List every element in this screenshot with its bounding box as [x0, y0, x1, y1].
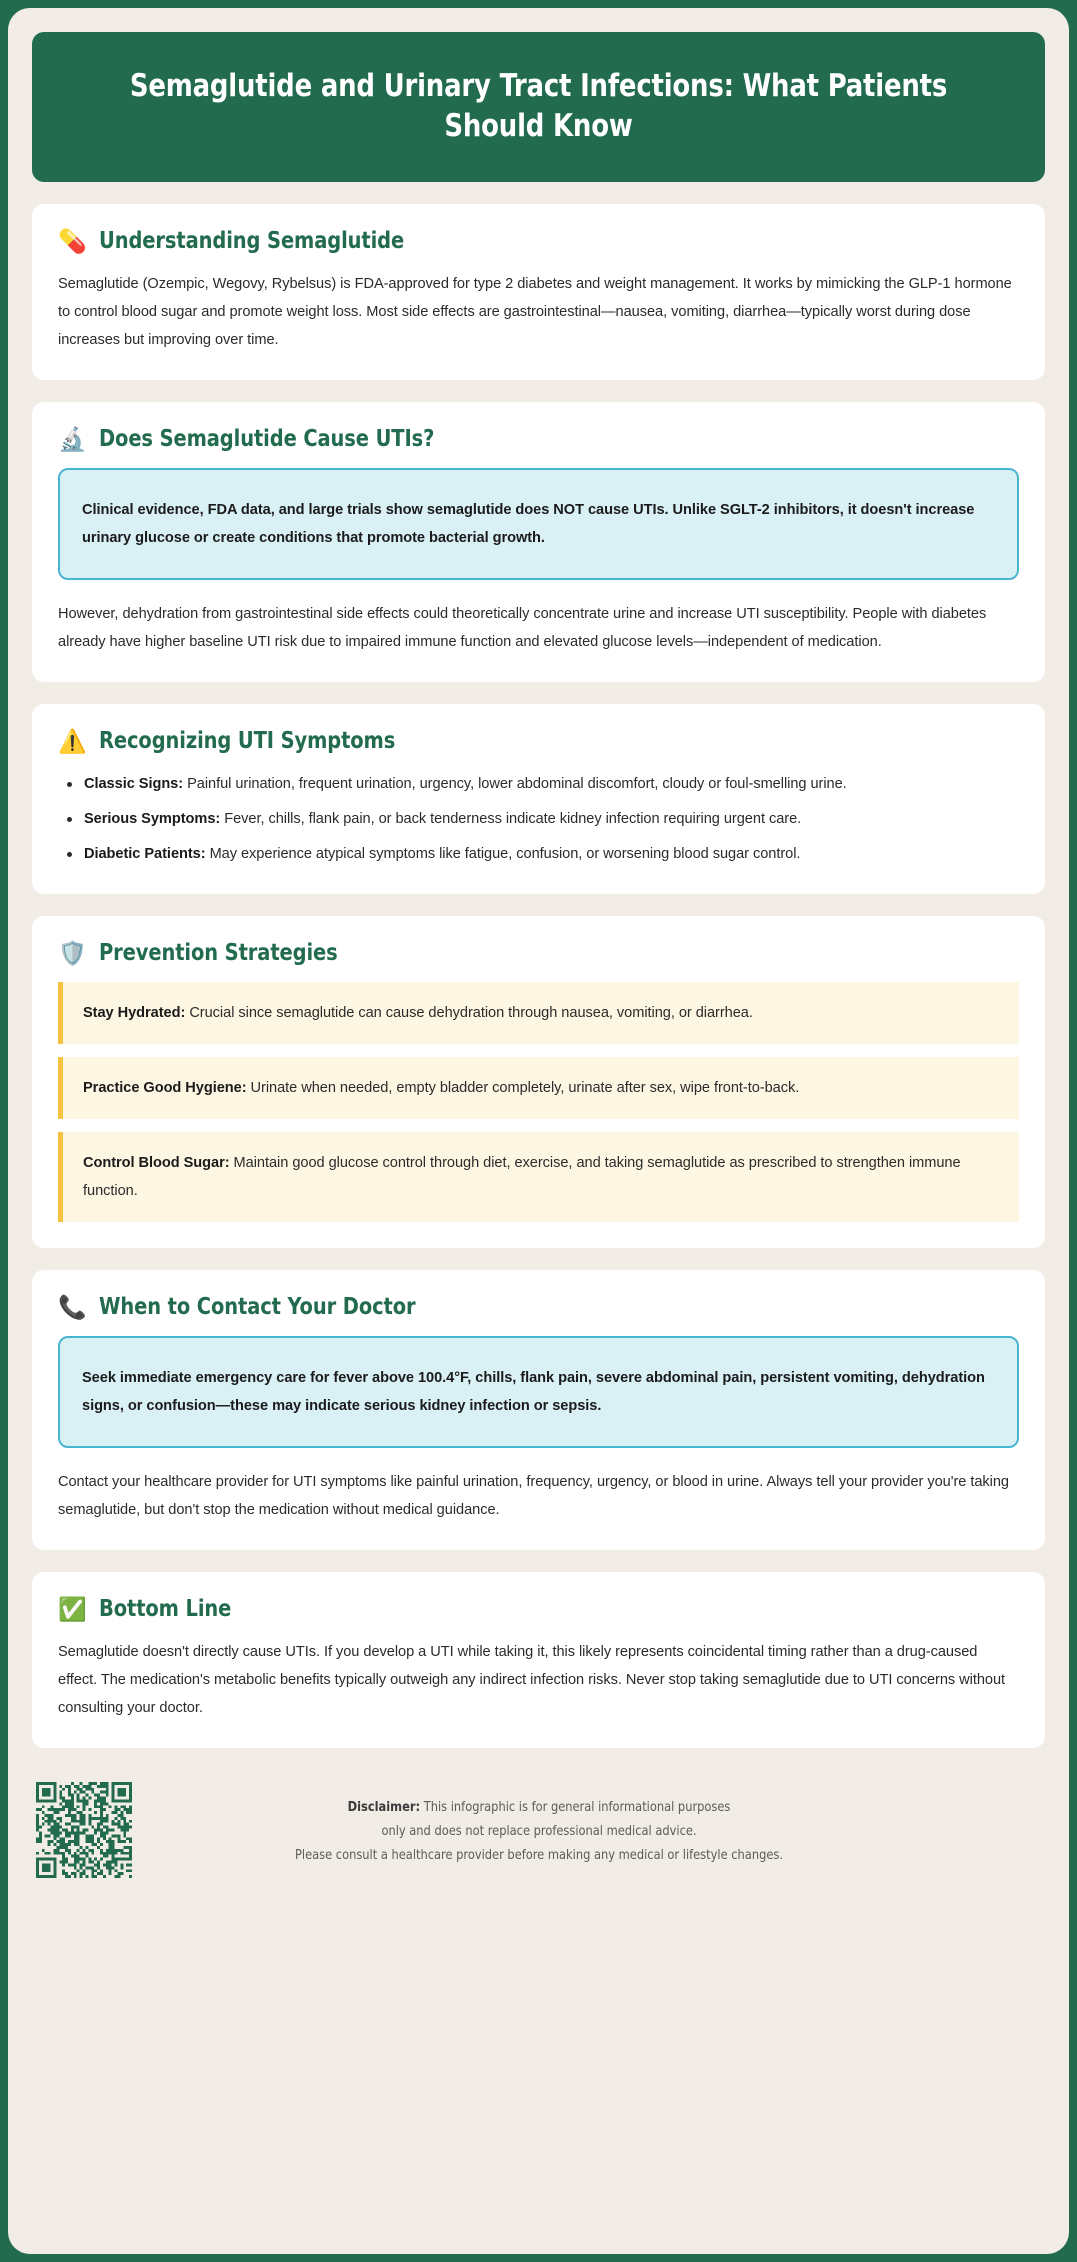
strip-text: Maintain good glucose control through diet, exercise, and taking semaglutide as prescribed to strengthen immune function.: [83, 1155, 961, 1200]
prevention-strip: [58, 982, 1019, 1044]
page-title: Semaglutide and Urinary Tract Infections: What Patients Should Know: [129, 68, 948, 144]
symptoms-list: [58, 770, 1019, 868]
telephone-icon: 📞: [58, 1293, 87, 1320]
card-header: [58, 728, 1019, 754]
card-header: [58, 426, 1019, 452]
infographic-page: [8, 8, 1069, 2254]
evidence-callout: [58, 468, 1019, 580]
callout-text: Seek immediate emergency care for fever above 100.4°F, chills, flank pain, severe abdominal pain, persistent vomiting, dehydration signs, or confusion—these may indicate serious kidney infection or sepsis.: [82, 1370, 985, 1415]
card-body-text: Contact your healthcare provider for UTI symptoms like painful urination, frequency, urgency, or blood in urine. Always tell your provider you're taking semaglutide, but don't stop the medication without medical guidance.: [58, 1474, 1009, 1519]
list-item-label: Diabetic Patients:: [84, 846, 206, 863]
list-item-text: Painful urination, frequent urination, urgency, lower abdominal discomfort, cloudy or foul-smelling urine.: [183, 776, 847, 793]
list-item: [58, 770, 1019, 798]
strip-label: Stay Hydrated:: [83, 1005, 186, 1022]
list-item-label: Serious Symptoms:: [84, 811, 221, 828]
prevention-strip: [58, 1132, 1019, 1222]
card-header: [58, 1596, 1019, 1622]
check-mark-icon: ✅: [58, 1595, 87, 1622]
card-title: When to Contact Your Doctor: [98, 1294, 416, 1321]
list-item: [58, 805, 1019, 833]
list-item-text: May experience atypical symptoms like fatigue, confusion, or worsening blood sugar control.: [205, 846, 801, 863]
warning-icon: ⚠️: [58, 727, 87, 754]
header-banner: [32, 32, 1045, 182]
list-item-text: Fever, chills, flank pain, or back tenderness indicate kidney infection requiring urgent care.: [220, 811, 802, 828]
card-header: [58, 940, 1019, 966]
callout-text: Clinical evidence, FDA data, and large trials show semaglutide does NOT cause UTIs. Unlike SGLT-2 inhibitors, it doesn't increase urinary glucose or create conditions that promote bacterial growth.: [82, 502, 975, 547]
card-title: Understanding Semaglutide: [98, 228, 404, 254]
disclaimer-line-3: Please consult a healthcare provider before making any medical or lifestyle changes.: [295, 1848, 783, 1864]
strip-label: Control Blood Sugar:: [83, 1155, 230, 1172]
section-card-understanding-semaglutide: [32, 204, 1045, 380]
strip-text: Crucial since semaglutide can cause dehydration through nausea, vomiting, or diarrhea.: [185, 1005, 753, 1022]
section-card-bottom-line: [32, 1572, 1045, 1748]
strip-label: Practice Good Hygiene:: [83, 1080, 247, 1097]
list-item-label: Classic Signs:: [84, 776, 184, 793]
card-body-text: However, dehydration from gastrointestinal side effects could theoretically concentrate urine and increase UTI susceptibility. People with diabetes already have higher baseline UTI risk due to impaired immune function and elevated glucose levels—independent of medication.: [58, 606, 987, 651]
disclaimer-line-2: only and does not replace professional medical advice.: [381, 1824, 697, 1840]
prevention-strip: [58, 1057, 1019, 1119]
disclaimer: [155, 1782, 1019, 1868]
section-card-prevention-strategies: [32, 916, 1045, 1248]
disclaimer-text-1: This infographic is for general informational purposes: [420, 1800, 731, 1816]
section-card-does-semaglutide-cause-utis: [32, 402, 1045, 682]
footer: [32, 1770, 1045, 1890]
card-body-text: Semaglutide doesn't directly cause UTIs. If you develop a UTI while taking it, this likely represents coincidental timing rather than a drug-caused effect. The medication's metabolic benefits typically outweigh any indirect infection risks. Never stop taking semaglutide due to UTI concerns without consulting your doctor.: [58, 1644, 1006, 1717]
card-title: Recognizing UTI Symptoms: [98, 728, 395, 755]
strip-text: Urinate when needed, empty bladder completely, urinate after sex, wipe front-to-back.: [246, 1080, 800, 1097]
card-header: [58, 1294, 1019, 1320]
list-item: [58, 840, 1019, 868]
card-title: Prevention Strategies: [98, 940, 338, 967]
card-header: [58, 228, 1019, 254]
section-card-recognizing-uti-symptoms: [32, 704, 1045, 894]
card-title: Does Semaglutide Cause UTIs?: [98, 426, 434, 453]
pill-icon: 💊: [58, 227, 87, 254]
microscope-icon: 🔬: [58, 425, 87, 452]
section-card-when-to-contact-your-doctor: [32, 1270, 1045, 1550]
shield-icon: 🛡️: [58, 939, 87, 966]
disclaimer-label: Disclaimer:: [347, 1800, 421, 1816]
card-title: Bottom Line: [98, 1596, 231, 1623]
card-body-text: Semaglutide (Ozempic, Wegovy, Rybelsus) is FDA-approved for type 2 diabetes and weight management. It works by mimicking the GLP-1 hormone to control blood sugar and promote weight loss. Most side effects are gastrointestinal—nausea, vomiting, diarrhea—typically worst during dose increases but improving over time.: [58, 276, 1012, 349]
emergency-callout: [58, 1336, 1019, 1448]
qr-code-icon: [36, 1782, 132, 1878]
disclaimer-line-1: [155, 1796, 924, 1820]
